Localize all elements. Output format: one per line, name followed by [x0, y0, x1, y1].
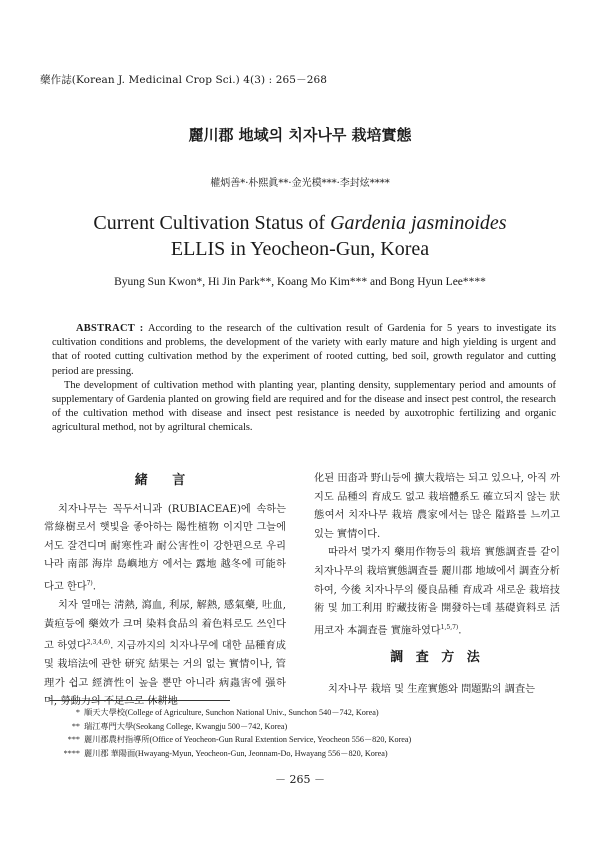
- footnotes: [58, 706, 558, 760]
- intro-paragraph-1-text: 치자나무는 꼭두서니과 (RUBIACEAE)에 속하는 常綠樹로서 햇빛을 좋아하는 陽性植物 이지만 그늘에서도 잘견디며 耐寒性과 耐公害性이 강한편으로 우리나라 南部 海岸 島嶼地方 에서는 露地 越冬에 可能하다고 한다: [44, 503, 286, 593]
- citation-ref: 2,3,4,6): [86, 639, 111, 647]
- title-english-species: Gardenia jasminoides: [330, 212, 507, 234]
- title-korean: 麗川郡 地域의 치자나무 栽培實態: [188, 126, 412, 144]
- footnote-text: 麗川郡農村指導所(Office of Yeocheon-Gun Rural Extention Service, Yeocheon 556－820, Korea): [84, 735, 412, 744]
- abstract-paragraph-1-text: According to the research of the cultivation result of Gardenia for 5 years to investigate its cultivation conditions and problems, the development of the variety with early mature and high yielding is urgent and that of rooted cutting cultivation method by the experiment of rooted cutting, bed soil, growth regulator and cutting period are pressing.: [52, 323, 556, 377]
- title-english-line2: ELLIS in Yeocheon-Gun, Korea: [170, 238, 430, 260]
- footnote-divider: [50, 700, 230, 701]
- intro-heading: 緒 言: [134, 473, 196, 488]
- title-english-line1-text: Current Cultivation Status of: [93, 212, 331, 234]
- right-paragraph-2: 따라서 몇가지 藥用作物등의 栽培 實態調査를 같이 치자나무의 栽培實態調査를 麗川郡 地域에서 調査分析하여, 今後 치자나무의 優良品種 育成과 새로운 栽培技術 및 加工利用 貯藏技術을 開發하는데 基礎資料로 活用코자 本調査를 實施하였다$^{1,5,7)}$.: [314, 547, 560, 637]
- right-paragraph-1: 化된 田畓과 野山등에 擴大栽培는 되고 있으나, 아직 까지도 品種의 育成도 없고 栽培體系도 確立되지 않는 狀態여서 치자나무 栽培 農家에서는 많은 隘路를 느끼고 있는 實情이다.: [314, 473, 560, 540]
- footnote-mark: ****: [63, 748, 80, 758]
- journal-citation: 藥作誌(Korean J. Medicinal Crop Sci.) 4(3) : 265－268: [40, 74, 328, 86]
- page-number: － 265 －: [275, 773, 325, 786]
- footnote-text: 瑞江專門大學(Seokang College, Kwangju 500－742, Korea): [84, 721, 288, 731]
- abstract: [52, 322, 556, 436]
- method-heading: 調 査 方 法: [390, 649, 484, 665]
- footnote-mark: ***: [67, 735, 80, 744]
- abstract-label: ABSTRACT: [76, 323, 135, 334]
- footnote-text: 順天大學校(College of Agriculture, Sunchon National Univ., Sunchon 540－742, Korea): [84, 708, 379, 717]
- footnote-mark: *: [75, 708, 80, 717]
- title-english-line1: [0, 210, 600, 236]
- title-english: [0, 210, 600, 262]
- footnote-text: 麗川郡 華陽面(Hwayang-Myun, Yeocheon-Gun, Jeonnam-Do, Hwayang 556－820, Korea): [84, 748, 388, 758]
- footnote-1: [58, 706, 558, 720]
- column-left: [44, 470, 286, 712]
- column-right: [314, 470, 560, 700]
- intro-paragraph-2: [44, 597, 286, 712]
- intro-paragraph-2-continued: . 지금까지의 치자나무에 대한 品種育成 및 栽培法에 관한 研究 結果는 거의 없는 實情이나, 管理가 쉽고 經濟性이 높을 뿐만 아니라 病蟲害에 强하며, 勞動力의 不足으로 休耕地: [44, 640, 286, 708]
- intro-paragraph-2-text: 치자 열매는 淸熱, 瀉血, 利尿, 解熱, 感氣藥, 吐血, 黃疸등에 藥效가 크며 染料食品의 着色料로도 쓰인다고 하였다: [44, 599, 286, 652]
- citation-ref: 7): [86, 579, 93, 587]
- abstract-paragraph-1: ABSTRACT : According to the research of the cultivation result of Gardenia for 5 years to investigate its cultivation conditions and problems, the development of the variety with early mature and high yielding is urgent and that of rooted cutting cultivation method by the experiment of rooted cutting, bed soil, growth regulator and cutting period are pressing.: [52, 323, 556, 377]
- right-paragraph-2-text: 따라서 몇가지 藥用作物등의 栽培 實態調査를 같이 치자나무의 栽培實態調査를 麗川郡 地域에서 調査分析하여, 今後 치자나무의 優良品種 育成과 새로운 栽培技術 및 加工利用 貯藏技術을 開發하는데 基礎資料로 活用코자 本調査를 實施하였다: [314, 547, 560, 637]
- intro-paragraph-1: 치자나무는 꼭두서니과 (RUBIACEAE)에 속하는 常綠樹로서 햇빛을 좋아하는 陽性植物 이지만 그늘에서도 잘견디며 耐寒性과 耐公害性이 강한편으로 우리나라 南部 海岸 島嶼地方 에서는 露地 越冬에 可能하다고 한다$^{7)}$.: [44, 503, 286, 593]
- authors-korean: 權炳善*·朴熙眞**·金光模***·李封炫****: [210, 178, 390, 189]
- abstract-paragraph-2: The development of cultivation method with planting year, planting density, supplementary period and amounts of supplementary of Gardenia planted on growing field are required and for the disease and insect pest control, the research of the cultivation method with disease and insect pest resistance is needed by auxotrophic fertilizing and organic agricultural method, not by agriltural chemicals.: [52, 379, 556, 434]
- method-paragraph-1: 치자나무 栽培 및 生産實態와 問題點의 調査는: [328, 684, 535, 696]
- footnote-4: [58, 747, 558, 761]
- footnote-mark: **: [71, 721, 80, 731]
- footnote-2: [58, 720, 558, 734]
- authors-english: Byung Sun Kwon*, Hi Jin Park**, Koang Mo Kim*** and Bong Hyun Lee****: [114, 276, 486, 288]
- citation-ref: 1,5,7): [440, 623, 459, 631]
- footnote-3: [58, 733, 558, 747]
